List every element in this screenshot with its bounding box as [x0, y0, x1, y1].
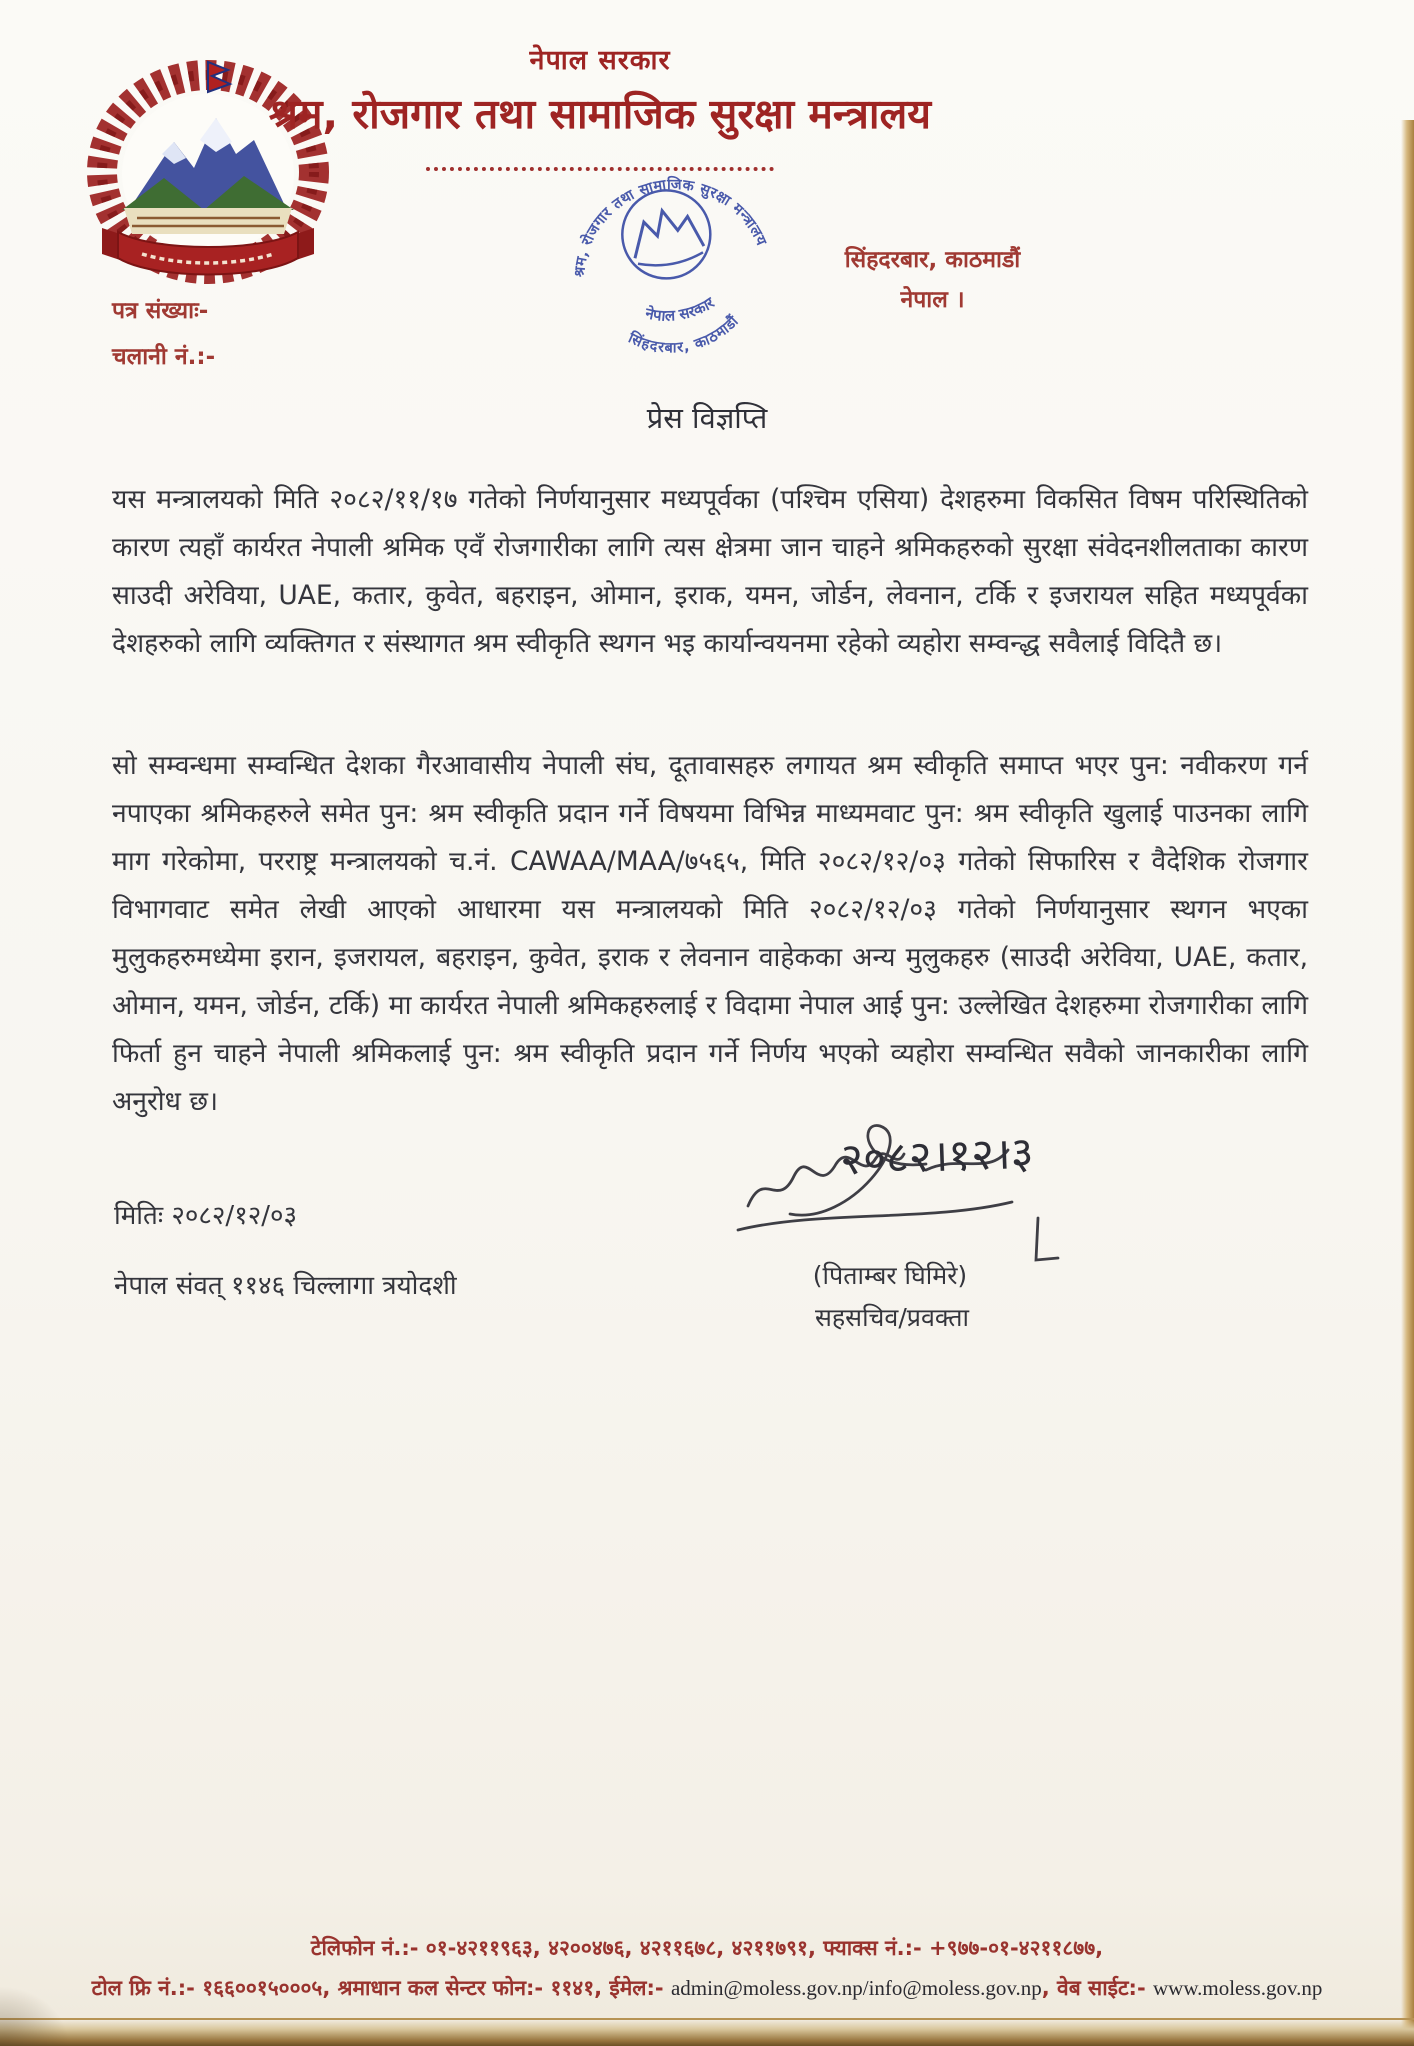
ministry-seal-stamp	[538, 128, 804, 394]
handwritten-date: २०८२।१२।३	[839, 1127, 1035, 1186]
footer-line-2	[0, 1968, 1414, 2008]
letterhead	[180, 40, 1020, 171]
address-line-1: सिंहदरबार, काठमाडौं	[844, 247, 1021, 273]
stamp-top-text: श्रम, रोजगार तथा सामाजिक सुरक्षा मन्त्रालय	[572, 177, 770, 278]
stamp-graphic	[538, 128, 804, 394]
office-address	[840, 240, 1025, 320]
footer-contact	[0, 1928, 1414, 2008]
body-paragraph-2: सो सम्वन्धमा सम्वन्धित देशका गैरआवासीय नेपाली संघ, दूतावासहरु लगायत श्रम स्वीकृति समाप्त भएर पुन: नवीकरण गर्न नपाएका श्रमिकहरुले समेत पुन: श्रम स्वीकृति प्रदान गर्ने विषयमा विभिन्न माध्यमवाट पुन: श्रम स्वीकृति खुलाई पाउनका लागि माग गरेकोमा, परराष्ट्र मन्त्रालयको च.नं. CAWAA/MAA/७५६५, मिति २०८२/१२/०३ गतेको सिफारिस र वैदेशिक रोजगार विभागवाट समेत लेखी आएको आधारमा यस मन्त्रालयको मिति २०८२/१२/०३ गतेको निर्णयानुसार स्थगन भएका मुलुकहरुमध्येमा इरान, इजरायल, बहराइन, कुवेत, इराक र लेवनान वाहेकका अन्य मुलुकहरु (साउदी अरेविया, UAE, कतार, ओमान, यमन, जोर्डन, टर्कि) मा कार्यरत नेपाली श्रमिकहरुलाई र विदामा नेपाल आई पुन: उल्लेखित देशहरुमा रोजगारीका लागि फिर्ता हुन चाहने नेपाली श्रमिकलाई पुन: श्रम स्वीकृति प्रदान गर्ने निर्णय भएको व्यहोरा सम्वन्धित सवैको जानकारीका लागि अनुरोध छ।	[112, 750, 1308, 1117]
nepal-sambat-date: नेपाल संवत् ११४६ चिल्लागा त्रयोदशी	[114, 1271, 457, 1301]
scan-edge-bottom	[0, 2018, 1414, 2046]
scan-corner-shadow	[0, 1986, 70, 2046]
letter-number-label: पत्र संख्याः-	[112, 298, 209, 324]
reference-block	[112, 288, 215, 380]
body-paragraph-1: यस मन्त्रालयको मिति २०८२/११/१७ गतेको निर्णयानुसार मध्यपूर्वका (पश्चिम एसिया) देशहरुमा विकसित विषम परिस्थितिको कारण त्यहाँ कार्यरत नेपाली श्रमिक एवँ रोजगारीका लागि त्यस क्षेत्रमा जान चाहने श्रमिकहरुको सुरक्षा संवेदनशीलताका कारण साउदी अरेविया, UAE, कतार, कुवेत, बहराइन, ओमान, इराक, यमन, जोर्डन, लेवनान, टर्कि र इजरायल सहित मध्यपूर्वका देशहरुको लागि व्यक्तिगत र संस्थागत श्रम स्वीकृति स्थगन भइ कार्यान्वयनमा रहेको व्यहोरा सम्वन्द्ध सवैलाई विदितै छ।	[112, 484, 1308, 659]
signatory-name: (पिताम्बर घिमिरे)	[812, 1261, 968, 1290]
svg-text:श्रम, रोजगार तथा सामाजिक सुरक्	[557, 159, 770, 281]
letter-date: मितिः २०८२/१२/०३	[114, 1201, 298, 1231]
footer-line2-prefix: टोल फ्रि नं.:- १६६००१५०००५, श्रमाधान कल सेन्टर फोन:- ११४१, ईमेल:-	[91, 1976, 671, 2000]
footer-email: admin@moless.gov.np/info@moless.gov.np	[670, 1976, 1042, 2000]
press-release-title: प्रेस विज्ञप्ति	[646, 401, 768, 435]
footer-line2-mid: , वेब साईट:-	[1041, 1976, 1153, 2000]
signature-block	[720, 1110, 1100, 1340]
dispatch-number-label: चलानी नं.:-	[112, 344, 216, 370]
stamp-bottom-text: सिंहदरबार, काठमाडौं	[625, 312, 743, 357]
svg-text:नेपाल सरकार	[640, 292, 720, 330]
signatory-designation: सहसचिव/प्रवक्ता	[815, 1303, 969, 1332]
address-line-2: नेपाल ।	[900, 287, 965, 313]
footer-line-1: टेलिफोन नं.:- ०१-४२११९६३, ४२००४७६, ४२११६७८, ४२११७९१, फ्याक्स नं.:- +९७७-०१-४२११८७७,	[310, 1936, 1104, 1960]
scan-edge-right	[1401, 120, 1414, 2046]
government-name: नेपाल सरकार	[529, 45, 671, 76]
stamp-center-text: नेपाल सरकार	[643, 293, 718, 325]
ministry-name: श्रम, रोजगार तथा सामाजिक सुरक्षा मन्त्रालय	[268, 90, 932, 138]
footer-website: www.moless.gov.np	[1152, 1976, 1323, 2000]
